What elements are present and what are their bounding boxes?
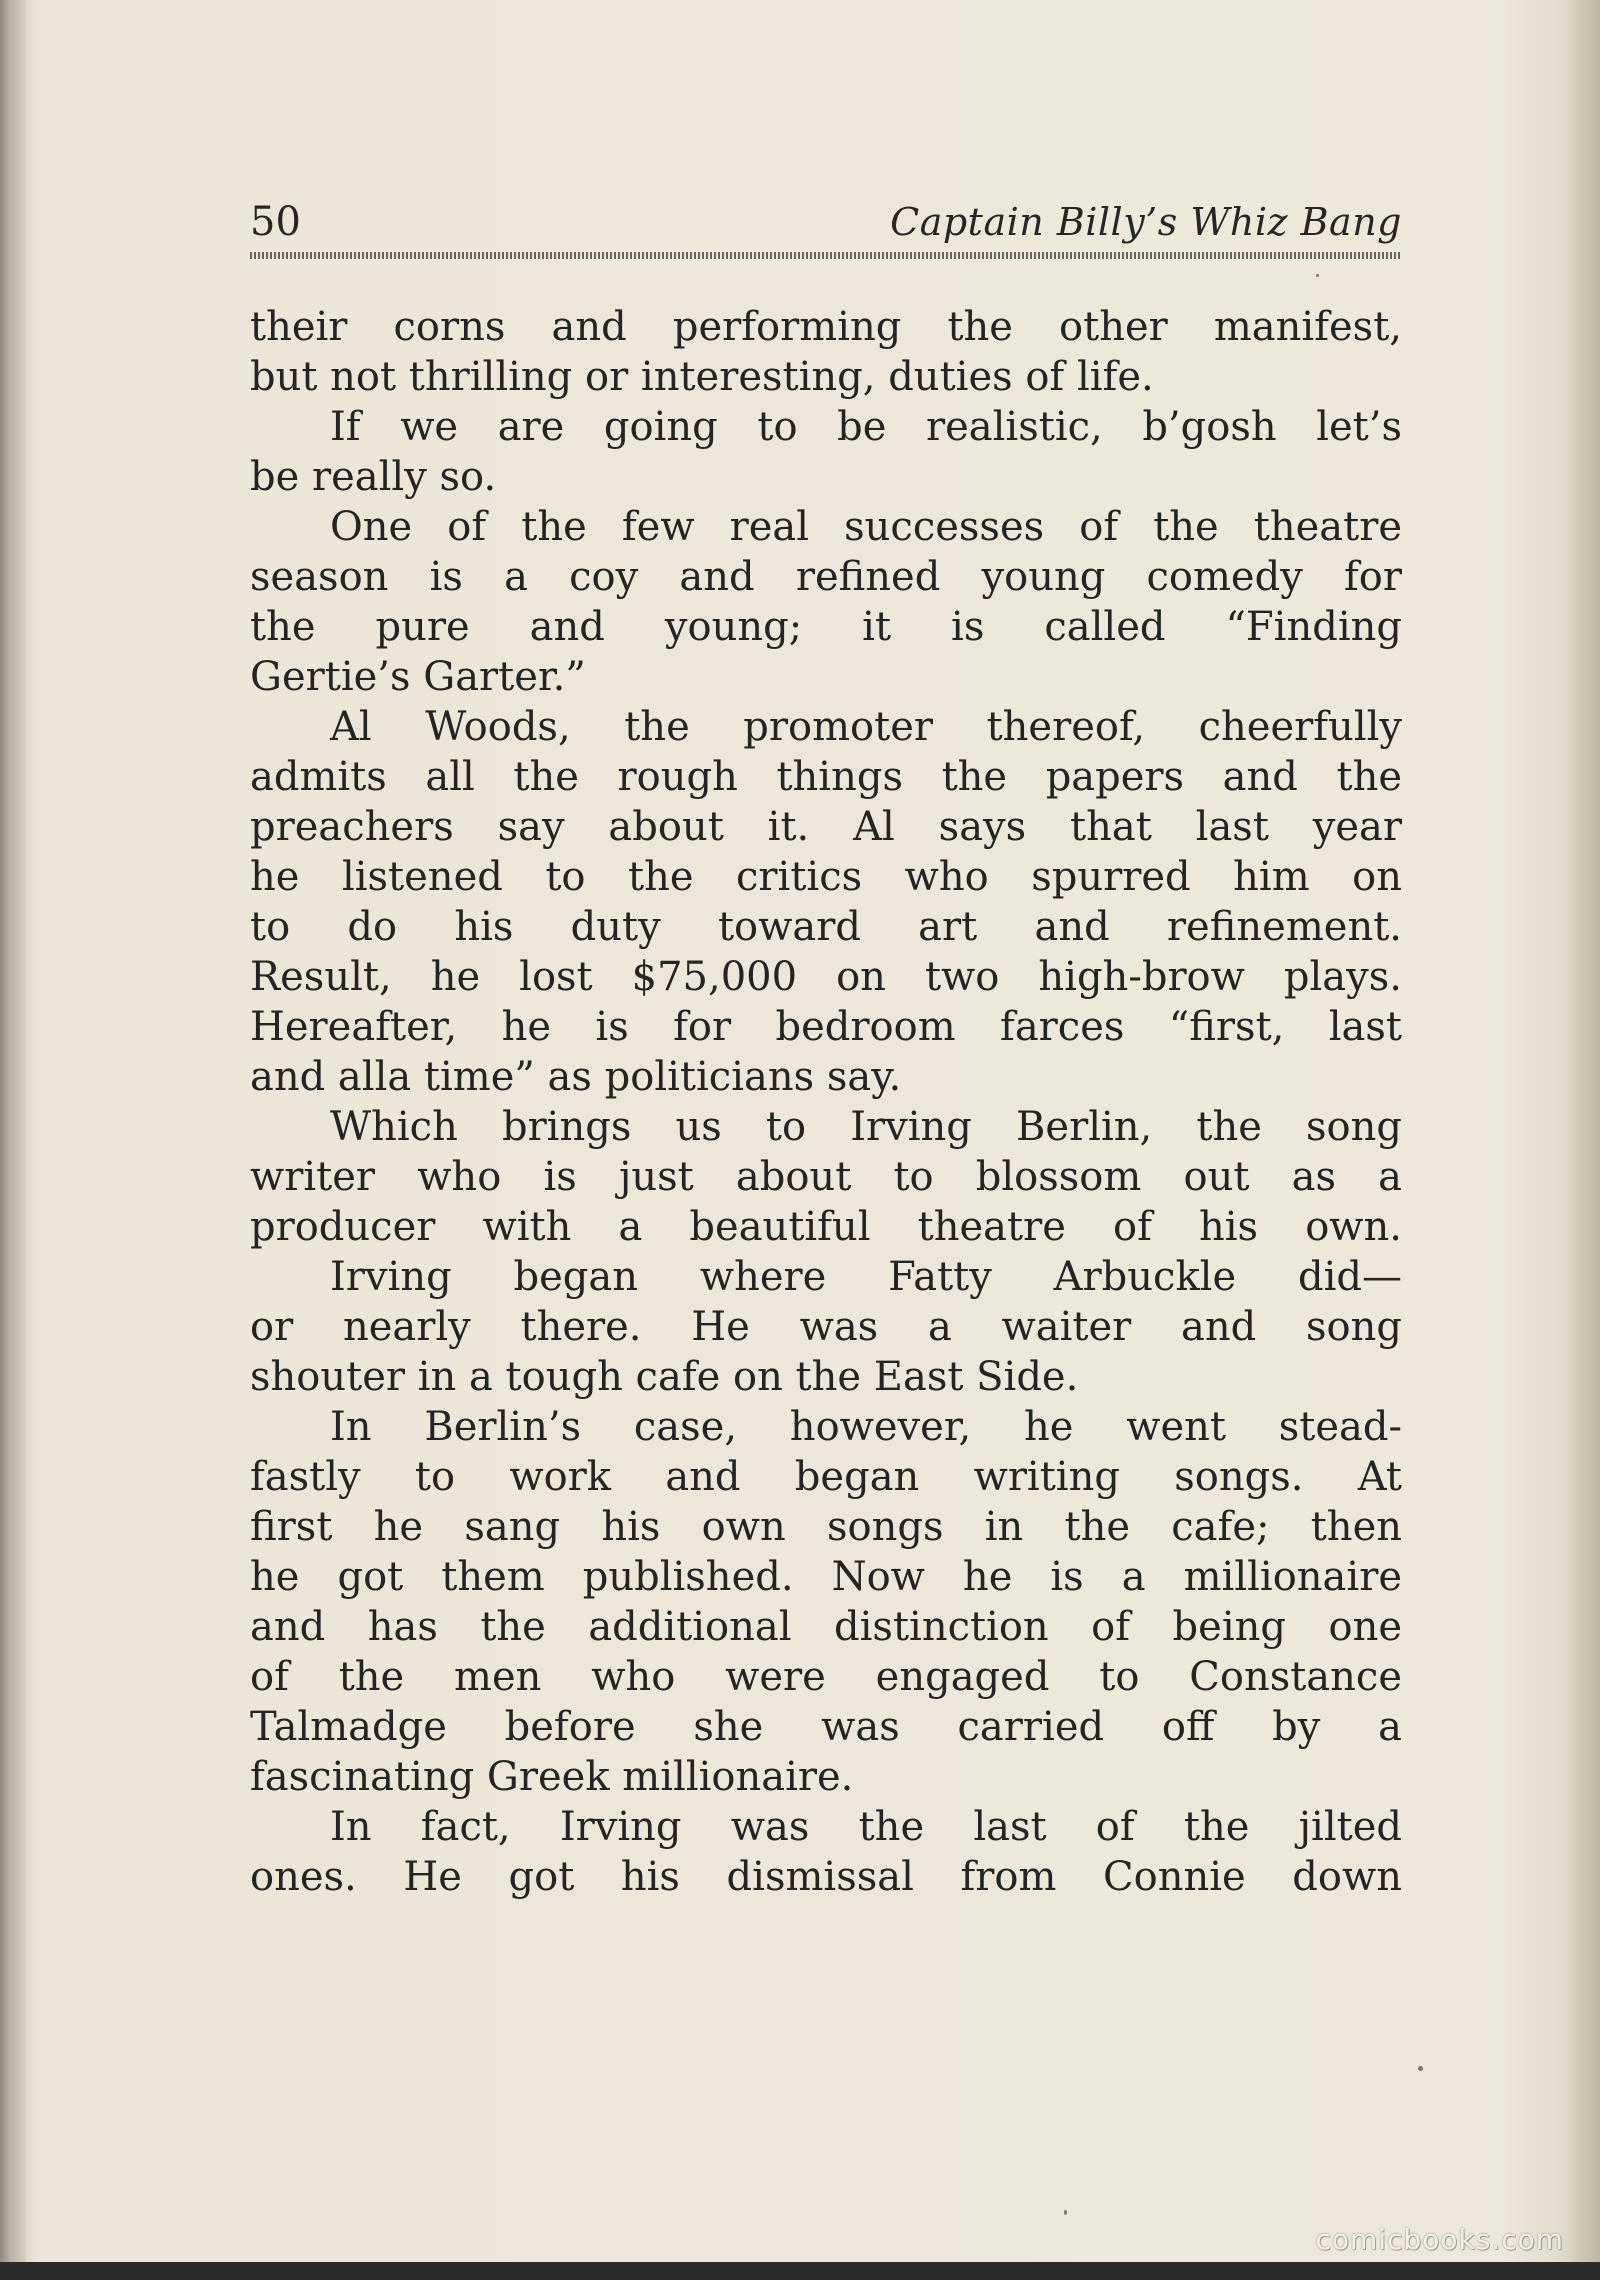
text-line: Gertie’s Garter.” [250, 654, 586, 700]
text-line: writer who is just about to blossom out as a [250, 1154, 1402, 1200]
text-line: producer with a beautiful theatre of his own. [250, 1204, 1402, 1250]
text-line: Talmadge before she was carried off by a [250, 1704, 1402, 1750]
paper-speck [1418, 2066, 1423, 2071]
text-line: he got them published. Now he is a millionaire [250, 1554, 1402, 1600]
page-number: 50 [250, 199, 301, 245]
text-line: of the men who were engaged to Constance [250, 1654, 1402, 1700]
page-header [250, 196, 1402, 252]
paper-speck [1316, 274, 1319, 277]
text-line: first he sang his own songs in the cafe; then [250, 1504, 1402, 1550]
running-title: Captain Billy’s Whiz Bang [890, 200, 1402, 244]
page-spine-shadow [0, 0, 26, 2280]
text-line: One of the few real successes of the theatre [330, 504, 1402, 550]
text-line: he listened to the critics who spurred him on [250, 854, 1402, 900]
text-line: fastly to work and began writing songs. At [250, 1454, 1402, 1500]
text-line: shouter in a tough cafe on the East Side. [250, 1354, 1079, 1400]
text-line: Al Woods, the promoter thereof, cheerfully [330, 704, 1402, 750]
text-line: or nearly there. He was a waiter and song [250, 1304, 1402, 1350]
text-line: preachers say about it. Al says that last year [250, 804, 1402, 850]
text-line: the pure and young; it is called “Finding [250, 604, 1402, 650]
text-line: season is a coy and refined young comedy for [250, 554, 1402, 600]
text-line: but not thrilling or interesting, duties of life. [250, 354, 1154, 400]
paper-speck [1064, 2210, 1067, 2215]
text-line: Which brings us to Irving Berlin, the song [330, 1104, 1402, 1150]
text-line: In Berlin’s case, however, he went stead- [330, 1404, 1402, 1450]
text-line: Hereafter, he is for bedroom farces “first, last [250, 1004, 1402, 1050]
text-line: and alla time” as politicians say. [250, 1054, 902, 1100]
text-line: to do his duty toward art and refinement. [250, 904, 1402, 950]
page-right-edge [1566, 0, 1600, 2280]
text-line: be really so. [250, 454, 497, 500]
watermark: comicbooks.com [1315, 2223, 1564, 2256]
article-body [250, 302, 1402, 1902]
text-line: If we are going to be realistic, b’gosh let’s [330, 404, 1402, 450]
text-line: and has the additional distinction of being one [250, 1604, 1402, 1650]
text-line: In fact, Irving was the last of the jilted [330, 1804, 1402, 1850]
text-line: admits all the rough things the papers and the [250, 754, 1402, 800]
header-dotted-rule [250, 252, 1402, 259]
text-line: Irving began where Fatty Arbuckle did— [330, 1254, 1402, 1300]
text-line: ones. He got his dismissal from Connie down [250, 1854, 1402, 1900]
page-bottom-edge [0, 2262, 1600, 2280]
text-line: fascinating Greek millionaire. [250, 1754, 854, 1800]
text-line: their corns and performing the other manifest, [250, 304, 1402, 350]
text-line: Result, he lost $75,000 on two high-brow plays. [250, 954, 1402, 1000]
